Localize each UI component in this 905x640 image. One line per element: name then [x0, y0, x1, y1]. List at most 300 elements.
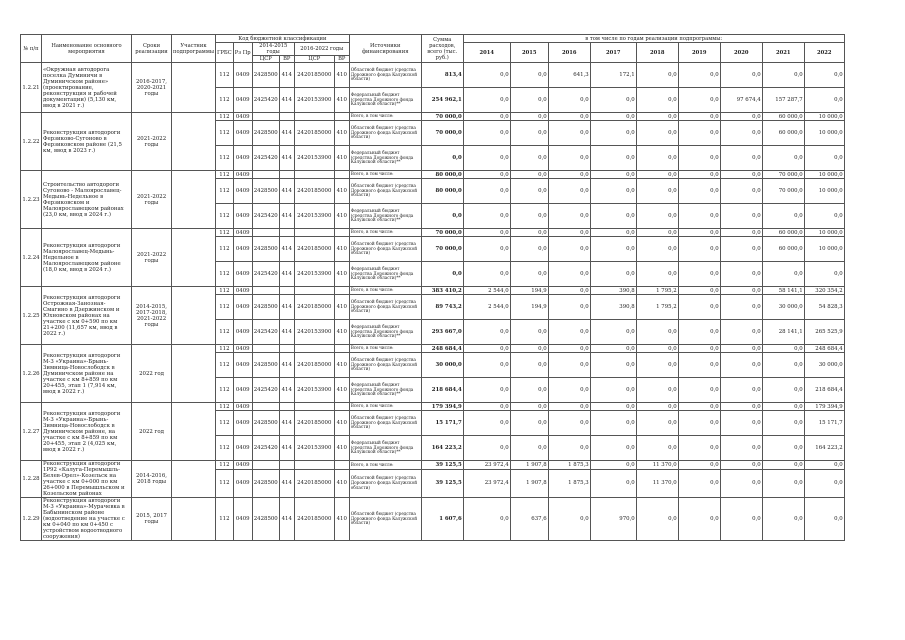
- year-value-cell: 0,0: [804, 461, 844, 470]
- vr-cell: 414: [279, 320, 294, 345]
- col-year: 2014: [463, 43, 510, 63]
- year-value-cell: 1 875,3: [548, 461, 590, 470]
- year-value-cell: 0,0: [720, 403, 762, 411]
- sum-cell: 218 684,4: [421, 378, 463, 403]
- year-value-cell: 0,0: [636, 345, 678, 353]
- participant-cell: [172, 229, 216, 287]
- year-value-cell: 0,0: [548, 113, 590, 121]
- year-value-cell: 172,1: [590, 63, 636, 88]
- year-value-cell: 0,0: [590, 179, 636, 204]
- vr-cell: 410: [334, 262, 349, 287]
- year-value-cell: 179 394,9: [804, 403, 844, 411]
- year-value-cell: 0,0: [463, 345, 510, 353]
- rzpr-cell: 0409: [233, 237, 252, 262]
- source-cell: Федеральный бюджет (средства Дорожного фонда Калужской области)**: [349, 436, 421, 461]
- year-value-cell: 0,0: [510, 113, 548, 121]
- grbs-cell: 112: [216, 63, 234, 88]
- source-cell: Всего, в том числе:: [349, 287, 421, 295]
- year-value-cell: 0,0: [720, 179, 762, 204]
- vr-cell: 414: [279, 378, 294, 403]
- year-value-cell: 60 000,0: [762, 113, 804, 121]
- year-value-cell: 164 223,2: [804, 436, 844, 461]
- sum-cell: 248 684,4: [421, 345, 463, 353]
- vr-cell: [334, 171, 349, 179]
- vr-cell: 410: [334, 204, 349, 229]
- year-value-cell: 0,0: [548, 378, 590, 403]
- year-value-cell: 15 171,7: [804, 411, 844, 436]
- csr-cell: [252, 113, 279, 121]
- sum-cell: 1 607,6: [421, 498, 463, 541]
- year-value-cell: 0,0: [463, 63, 510, 88]
- year-value-cell: 0,0: [678, 63, 720, 88]
- activity-name: Реконструкция автодороги Малоярославец-Медынь-Недельное в Малоярославецком районе (18,0 км, ввод в 2024 г.): [42, 229, 132, 287]
- rzpr-cell: 0409: [233, 179, 252, 204]
- year-value-cell: 0,0: [762, 378, 804, 403]
- csr-cell: 2420153900: [294, 378, 334, 403]
- year-value-cell: 0,0: [720, 121, 762, 146]
- year-value-cell: 0,0: [510, 436, 548, 461]
- year-value-cell: 0,0: [590, 237, 636, 262]
- vr-cell: 410: [334, 469, 349, 497]
- rzpr-cell: 0409: [233, 411, 252, 436]
- csr-cell: [252, 229, 279, 237]
- grbs-cell: 112: [216, 204, 234, 229]
- grbs-cell: 112: [216, 345, 234, 353]
- col-num: № п/п: [21, 35, 42, 63]
- csr-cell: [252, 287, 279, 295]
- year-value-cell: 0,0: [548, 262, 590, 287]
- rzpr-cell: 0409: [233, 146, 252, 171]
- year-value-cell: 54 828,3: [804, 295, 844, 320]
- year-value-cell: 11 370,0: [636, 469, 678, 497]
- year-value-cell: 0,0: [678, 179, 720, 204]
- csr-cell: 2428500: [252, 411, 279, 436]
- year-value-cell: 390,8: [590, 295, 636, 320]
- vr-cell: 410: [334, 353, 349, 378]
- sum-cell: 39 125,5: [421, 461, 463, 470]
- year-value-cell: 10 000,0: [804, 121, 844, 146]
- implementation-term: 2021-2022 годы: [132, 171, 172, 229]
- col-year: 2017: [590, 43, 636, 63]
- csr-cell: [294, 403, 334, 411]
- csr-cell: [294, 171, 334, 179]
- year-value-cell: 0,0: [678, 469, 720, 497]
- year-value-cell: 0,0: [678, 88, 720, 113]
- vr-cell: 414: [279, 262, 294, 287]
- grbs-cell: 112: [216, 378, 234, 403]
- csr-cell: 2428500: [252, 237, 279, 262]
- vr-cell: 414: [279, 353, 294, 378]
- col-csr: ЦСР: [294, 56, 334, 63]
- rzpr-cell: 0409: [233, 378, 252, 403]
- grbs-cell: 112: [216, 146, 234, 171]
- year-value-cell: 30 000,0: [804, 353, 844, 378]
- year-value-cell: 0,0: [510, 345, 548, 353]
- year-value-cell: 0,0: [720, 229, 762, 237]
- year-value-cell: 0,0: [804, 63, 844, 88]
- year-value-cell: 0,0: [590, 204, 636, 229]
- year-value-cell: 0,0: [548, 237, 590, 262]
- vr-cell: [279, 345, 294, 353]
- col-term: Сроки реализации: [132, 35, 172, 63]
- grbs-cell: 112: [216, 237, 234, 262]
- year-value-cell: 0,0: [548, 353, 590, 378]
- vr-cell: 414: [279, 295, 294, 320]
- year-value-cell: 0,0: [548, 229, 590, 237]
- vr-cell: 414: [279, 237, 294, 262]
- year-value-cell: 0,0: [804, 498, 844, 541]
- csr-cell: 2420185000: [294, 295, 334, 320]
- year-value-cell: 0,0: [463, 171, 510, 179]
- year-value-cell: 0,0: [762, 345, 804, 353]
- year-value-cell: 0,0: [510, 353, 548, 378]
- table-row-total: [21, 345, 845, 353]
- year-value-cell: 0,0: [510, 63, 548, 88]
- table-row-total: [21, 461, 845, 470]
- col-sum: Сумма расходов, всего (тыс. руб.): [421, 35, 463, 63]
- sum-cell: 70 000,0: [421, 113, 463, 121]
- year-value-cell: 0,0: [548, 295, 590, 320]
- year-value-cell: 0,0: [636, 353, 678, 378]
- year-value-cell: 0,0: [678, 461, 720, 470]
- year-value-cell: 0,0: [510, 320, 548, 345]
- year-value-cell: 0,0: [548, 146, 590, 171]
- sum-cell: 70 000,0: [421, 121, 463, 146]
- csr-cell: 2420153900: [294, 262, 334, 287]
- year-value-cell: 0,0: [720, 113, 762, 121]
- grbs-cell: 112: [216, 121, 234, 146]
- year-value-cell: 0,0: [590, 113, 636, 121]
- implementation-term: 2022 год: [132, 403, 172, 461]
- year-value-cell: 0,0: [636, 121, 678, 146]
- source-cell: Областной бюджет (средства Дорожного фонда Калужской области): [349, 353, 421, 378]
- year-value-cell: 0,0: [720, 287, 762, 295]
- vr-cell: [279, 113, 294, 121]
- year-value-cell: 194,9: [510, 295, 548, 320]
- source-cell: Федеральный бюджет (средства Дорожного фонда Калужской области)**: [349, 320, 421, 345]
- vr-cell: 414: [279, 411, 294, 436]
- participant-cell: [172, 113, 216, 171]
- rzpr-cell: 0409: [233, 295, 252, 320]
- rzpr-cell: 0409: [233, 436, 252, 461]
- year-value-cell: 0,0: [548, 403, 590, 411]
- vr-cell: 414: [279, 146, 294, 171]
- year-value-cell: 0,0: [678, 378, 720, 403]
- activity-name: Строительство автодороги Сугоново - Малоярославец-Медынь-Недельное в Ферзиковском и Малоярославецком районах (23,0 км, ввод в 2024 г.): [42, 171, 132, 229]
- participant-cell: [172, 345, 216, 403]
- vr-cell: 410: [334, 237, 349, 262]
- year-value-cell: 0,0: [678, 498, 720, 541]
- year-value-cell: 0,0: [804, 146, 844, 171]
- col-2014-2015: 2014-2015 годы: [252, 43, 294, 56]
- col-rzpr: Рз Пр: [233, 43, 252, 63]
- rzpr-cell: 0409: [233, 121, 252, 146]
- year-value-cell: 0,0: [463, 498, 510, 541]
- source-cell: Федеральный бюджет (средства Дорожного фонда Калужской области)**: [349, 262, 421, 287]
- year-value-cell: 0,0: [548, 121, 590, 146]
- year-value-cell: 0,0: [678, 295, 720, 320]
- year-value-cell: 0,0: [678, 113, 720, 121]
- grbs-cell: 112: [216, 461, 234, 470]
- vr-cell: 410: [334, 146, 349, 171]
- year-value-cell: 0,0: [463, 320, 510, 345]
- csr-cell: [294, 229, 334, 237]
- grbs-cell: 112: [216, 88, 234, 113]
- year-value-cell: 0,0: [678, 237, 720, 262]
- sum-cell: 0,0: [421, 146, 463, 171]
- row-number: 1.2.22: [21, 113, 42, 171]
- year-value-cell: 0,0: [510, 403, 548, 411]
- grbs-cell: 112: [216, 179, 234, 204]
- col-grbs: ГРБС: [216, 43, 234, 63]
- year-value-cell: 0,0: [590, 88, 636, 113]
- vr-cell: [279, 287, 294, 295]
- year-value-cell: 0,0: [720, 461, 762, 470]
- vr-cell: [279, 403, 294, 411]
- year-value-cell: 0,0: [590, 353, 636, 378]
- vr-cell: 410: [334, 436, 349, 461]
- year-value-cell: 1 907,8: [510, 461, 548, 470]
- source-cell: Федеральный бюджет (средства Дорожного фонда Калужской области)**: [349, 146, 421, 171]
- year-value-cell: 2 544,0: [463, 287, 510, 295]
- implementation-term: 2014-2015, 2017-2018, 2021-2022 годы: [132, 287, 172, 345]
- year-value-cell: 0,0: [510, 88, 548, 113]
- source-cell: Областной бюджет (средства Дорожного фонда Калужской области): [349, 295, 421, 320]
- year-value-cell: 194,9: [510, 287, 548, 295]
- csr-cell: 2420185000: [294, 179, 334, 204]
- implementation-term: 2022 год: [132, 345, 172, 403]
- activity-name: Реконструкция автодороги М-3 «Украина»-Брынь-Зимница-Новослободск в Думиничском районе, на участке с км 8+859 по км 20+455, этап 2 (4,025 км, ввод в 2022 г.): [42, 403, 132, 461]
- vr-cell: [334, 113, 349, 121]
- row-number: 1.2.27: [21, 403, 42, 461]
- year-value-cell: 0,0: [636, 88, 678, 113]
- table-body: [21, 63, 845, 541]
- year-value-cell: 0,0: [590, 345, 636, 353]
- rzpr-cell: 0409: [233, 498, 252, 541]
- year-value-cell: 1 907,8: [510, 469, 548, 497]
- year-value-cell: 0,0: [548, 498, 590, 541]
- year-value-cell: 0,0: [510, 204, 548, 229]
- csr-cell: [294, 287, 334, 295]
- col-year: 2022: [804, 43, 844, 63]
- csr-cell: 2420153900: [294, 88, 334, 113]
- source-cell: Всего, в том числе:: [349, 229, 421, 237]
- source-cell: Федеральный бюджет (средства Дорожного фонда Калужской области)**: [349, 88, 421, 113]
- sum-cell: 164 223,2: [421, 436, 463, 461]
- year-value-cell: 0,0: [548, 287, 590, 295]
- year-value-cell: 320 354,2: [804, 287, 844, 295]
- year-value-cell: 0,0: [720, 146, 762, 171]
- vr-cell: 414: [279, 179, 294, 204]
- year-value-cell: 0,0: [636, 113, 678, 121]
- source-cell: Областной бюджет (средства Дорожного фонда Калужской области): [349, 179, 421, 204]
- participant-cell: [172, 461, 216, 498]
- year-value-cell: 0,0: [720, 411, 762, 436]
- year-value-cell: 0,0: [762, 411, 804, 436]
- year-value-cell: 0,0: [463, 436, 510, 461]
- sum-cell: 813,4: [421, 63, 463, 88]
- csr-cell: 2420185000: [294, 498, 334, 541]
- year-value-cell: 0,0: [678, 262, 720, 287]
- year-value-cell: 1 795,2: [636, 295, 678, 320]
- implementation-term: 2016-2017, 2020-2021 годы: [132, 63, 172, 113]
- csr-cell: 2428500: [252, 179, 279, 204]
- year-value-cell: 0,0: [678, 121, 720, 146]
- col-vr: ВР: [279, 56, 294, 63]
- year-value-cell: 0,0: [590, 403, 636, 411]
- year-value-cell: 0,0: [636, 63, 678, 88]
- csr-cell: 2420185000: [294, 469, 334, 497]
- year-value-cell: 0,0: [590, 262, 636, 287]
- source-cell: Областной бюджет (средства Дорожного фонда Калужской области): [349, 498, 421, 541]
- col-source: Источники финансирования: [349, 35, 421, 63]
- vr-cell: 414: [279, 436, 294, 461]
- year-value-cell: 0,0: [636, 179, 678, 204]
- budget-table-sheet: [20, 34, 845, 541]
- source-cell: Федеральный бюджет (средства Дорожного фонда Калужской области)**: [349, 378, 421, 403]
- implementation-term: 2021-2022 годы: [132, 229, 172, 287]
- year-value-cell: 0,0: [548, 171, 590, 179]
- year-value-cell: 0,0: [463, 353, 510, 378]
- csr-cell: 2420153900: [294, 204, 334, 229]
- csr-cell: [252, 345, 279, 353]
- grbs-cell: 112: [216, 229, 234, 237]
- grbs-cell: 112: [216, 469, 234, 497]
- year-value-cell: 30 000,0: [762, 295, 804, 320]
- sum-cell: 80 000,0: [421, 179, 463, 204]
- year-value-cell: 10 000,0: [804, 237, 844, 262]
- year-value-cell: 0,0: [720, 63, 762, 88]
- year-value-cell: 0,0: [590, 320, 636, 345]
- year-value-cell: 0,0: [678, 436, 720, 461]
- row-number: 1.2.23: [21, 171, 42, 229]
- csr-cell: 2420185000: [294, 63, 334, 88]
- csr-cell: [294, 113, 334, 121]
- col-csr: ЦСР: [252, 56, 279, 63]
- csr-cell: 2420185000: [294, 411, 334, 436]
- vr-cell: [334, 345, 349, 353]
- year-value-cell: 0,0: [463, 204, 510, 229]
- year-value-cell: 0,0: [678, 345, 720, 353]
- col-name: Наименование основного мероприятия: [42, 35, 132, 63]
- col-year: 2015: [510, 43, 548, 63]
- year-value-cell: 0,0: [636, 378, 678, 403]
- csr-cell: 2420185000: [294, 237, 334, 262]
- vr-cell: 414: [279, 121, 294, 146]
- year-value-cell: 0,0: [678, 411, 720, 436]
- vr-cell: 410: [334, 179, 349, 204]
- year-value-cell: 0,0: [590, 461, 636, 470]
- grbs-cell: 112: [216, 171, 234, 179]
- vr-cell: 410: [334, 320, 349, 345]
- vr-cell: [279, 171, 294, 179]
- col-participant: Участник подпрограммы: [172, 35, 216, 63]
- year-value-cell: 0,0: [762, 353, 804, 378]
- year-value-cell: 60 000,0: [762, 121, 804, 146]
- year-value-cell: 0,0: [463, 113, 510, 121]
- year-value-cell: 0,0: [762, 469, 804, 497]
- csr-cell: 2428500: [252, 353, 279, 378]
- year-value-cell: 0,0: [762, 262, 804, 287]
- vr-cell: 414: [279, 498, 294, 541]
- csr-cell: 2428500: [252, 121, 279, 146]
- year-value-cell: 0,0: [762, 63, 804, 88]
- participant-cell: [172, 171, 216, 229]
- source-cell: Всего, в том числе:: [349, 171, 421, 179]
- sum-cell: 254 962,1: [421, 88, 463, 113]
- year-value-cell: 0,0: [720, 262, 762, 287]
- table-row: [21, 63, 845, 88]
- csr-cell: 2420153900: [294, 320, 334, 345]
- year-value-cell: 0,0: [762, 204, 804, 229]
- participant-cell: [172, 403, 216, 461]
- year-value-cell: 0,0: [510, 262, 548, 287]
- row-number: 1.2.24: [21, 229, 42, 287]
- vr-cell: [334, 461, 349, 470]
- source-cell: Областной бюджет (средства Дорожного фонда Калужской области): [349, 63, 421, 88]
- sum-cell: 70 000,0: [421, 237, 463, 262]
- year-value-cell: 0,0: [720, 469, 762, 497]
- activity-name: «Окружная автодорога поселка Думиничи в Думиничском районе» (проектирование, реконструкция и рабочей документации) (5,130 км, ввод в 2021 г.): [42, 63, 132, 113]
- rzpr-cell: 0409: [233, 113, 252, 121]
- csr-cell: [252, 403, 279, 411]
- source-cell: Областной бюджет (средства Дорожного фонда Калужской области): [349, 237, 421, 262]
- col-2016-2022: 2016-2022 годы: [294, 43, 349, 56]
- year-value-cell: 0,0: [590, 411, 636, 436]
- year-value-cell: 0,0: [636, 171, 678, 179]
- year-value-cell: 0,0: [463, 229, 510, 237]
- csr-cell: 2425420: [252, 146, 279, 171]
- rzpr-cell: 0409: [233, 63, 252, 88]
- rzpr-cell: 0409: [233, 88, 252, 113]
- csr-cell: 2425420: [252, 204, 279, 229]
- vr-cell: 410: [334, 295, 349, 320]
- year-value-cell: 0,0: [678, 146, 720, 171]
- col-year: 2019: [678, 43, 720, 63]
- year-value-cell: 97 674,4: [720, 88, 762, 113]
- year-value-cell: 0,0: [548, 411, 590, 436]
- year-value-cell: 0,0: [548, 204, 590, 229]
- year-value-cell: 0,0: [463, 403, 510, 411]
- year-value-cell: 0,0: [590, 378, 636, 403]
- row-number: 1.2.21: [21, 63, 42, 113]
- year-value-cell: 0,0: [463, 146, 510, 171]
- col-year: 2018: [636, 43, 678, 63]
- year-value-cell: 60 000,0: [762, 229, 804, 237]
- grbs-cell: 112: [216, 113, 234, 121]
- year-value-cell: 0,0: [590, 146, 636, 171]
- year-value-cell: 70 000,0: [762, 179, 804, 204]
- table-row-total: [21, 403, 845, 411]
- csr-cell: 2425420: [252, 88, 279, 113]
- year-value-cell: 218 684,4: [804, 378, 844, 403]
- grbs-cell: 112: [216, 436, 234, 461]
- year-value-cell: 70 000,0: [762, 171, 804, 179]
- year-value-cell: 0,0: [548, 179, 590, 204]
- year-value-cell: 23 972,4: [463, 469, 510, 497]
- year-value-cell: 60 000,0: [762, 237, 804, 262]
- year-value-cell: 0,0: [720, 345, 762, 353]
- activity-name: Реконструкция автодороги Ферзиково-Сугоново в Ферзиковском районе (21,5 км, ввод в 2023 г.): [42, 113, 132, 171]
- year-value-cell: 0,0: [804, 262, 844, 287]
- vr-cell: [334, 229, 349, 237]
- year-value-cell: 0,0: [762, 146, 804, 171]
- year-value-cell: 0,0: [636, 498, 678, 541]
- year-value-cell: 157 287,7: [762, 88, 804, 113]
- vr-cell: 414: [279, 88, 294, 113]
- year-value-cell: 0,0: [804, 88, 844, 113]
- grbs-cell: 112: [216, 295, 234, 320]
